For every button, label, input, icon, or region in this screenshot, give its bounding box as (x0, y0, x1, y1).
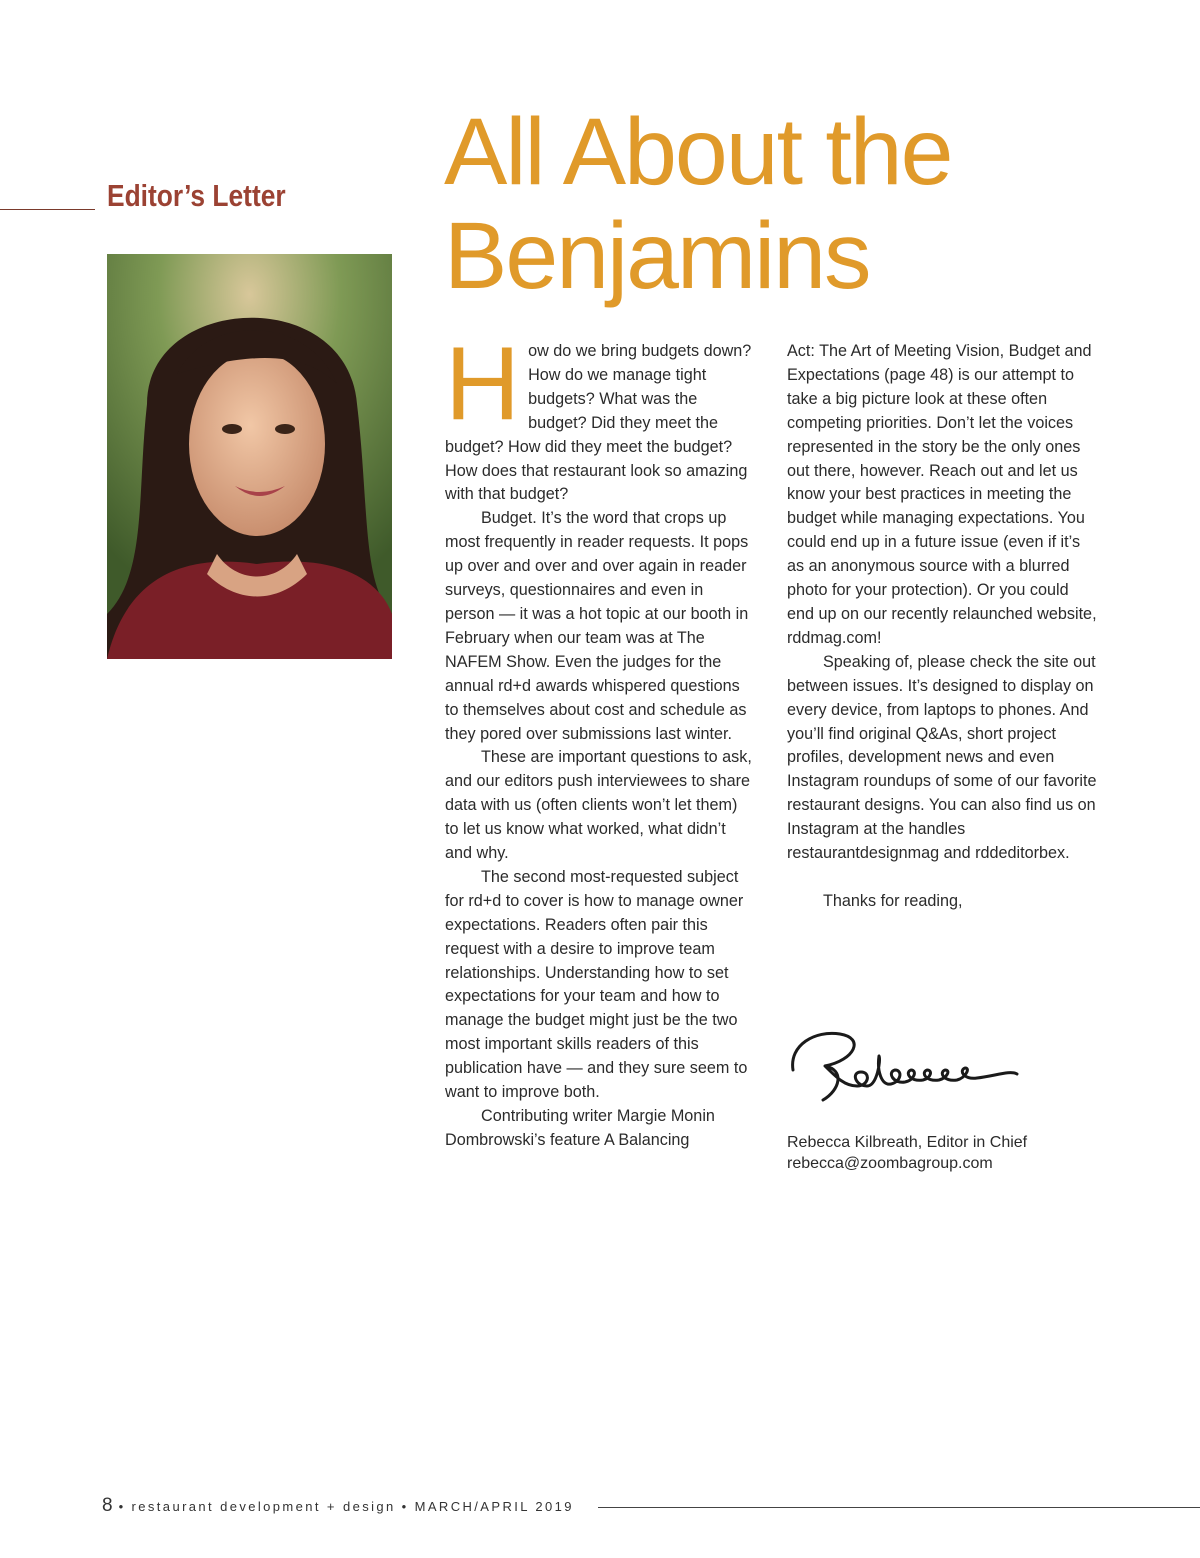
article-column-1 (445, 326, 755, 1153)
paragraph-text: ow do we bring budgets down? How do we manage tight budgets? What was the budget? Did they meet the budget? How did they meet the budget? How does that restaurant look so amazing with that budget? (445, 342, 752, 504)
section-rule (0, 209, 95, 210)
paragraph: The second most-requested subject for rd+d to cover is how to manage owner expectations. Readers often pair this request with a desire to improve team relationships. Understanding how to set expectations for your team and how to manage the budget might just be the two most important skills readers of this publication have — and they sure seem to want to improve both. (445, 867, 748, 1102)
article-column-2 (787, 340, 1097, 914)
signature-image (785, 1020, 1025, 1115)
editor-email[interactable]: rebecca@zoombagroup.com (787, 1155, 993, 1172)
headline-line-1: All About the (444, 99, 952, 205)
editor-name: Rebecca Kilbreath, Editor in Chief (787, 1134, 1028, 1151)
closing-line: Thanks for reading, (823, 891, 963, 910)
paragraph: Budget. It’s the word that crops up most frequently in reader requests. It pops up over and over and over again in reader surveys, questionnaires and even in person — it was a hot topic at our booth in February when our team was at The NAFEM Show. Even the judges for the annual rd+d awards whispered questions to themselves about cost and schedule as they pored over submissions last winter. (445, 509, 749, 743)
publication-line: • restaurant development + design • MARCH/APRIL 2019 (118, 1499, 574, 1514)
paragraph: Speaking of, please check the site out between issues. It’s designed to display on every device, from laptops to phones. And you’ll find original Q&As, short project profiles, development news and even Instagram roundups of some of our favorite restaurant designs. You can also find us on Instagram at the handles restaurantdesignmag and rddeditorbex. (787, 652, 1097, 863)
drop-cap: H (445, 326, 521, 442)
headline-line-2: Benjamins (444, 203, 870, 309)
paragraph: Act: The Art of Meeting Vision, Budget and Expectations (page 48) is our attempt to take a big picture look at these often competing priorities. Don’t let the voices represented in the story be the only ones out there, however. Reach out and let us know your best practices in meeting the budget while managing expectations. You could end up in a future issue (even if it’s as an anonymous source with a blurred photo for your protection). Or you could end up on our recently relaunched website, rddmag.com! (787, 342, 1097, 647)
editor-portrait (107, 254, 392, 659)
section-label: Editor’s Letter (107, 178, 286, 213)
paragraph: These are important questions to ask, and our editors push interviewees to share data with us (often clients won’t let them) to let us know what worked, what didn’t and why. (445, 748, 752, 863)
spacer (787, 866, 1097, 890)
paragraph (445, 326, 755, 507)
paragraph: Contributing writer Margie Monin Dombrowski’s feature A Balancing (445, 1107, 715, 1149)
page-number: 8 (102, 1495, 113, 1516)
article-headline (444, 100, 1044, 308)
page-footer (102, 1495, 574, 1517)
footer-rule (598, 1507, 1200, 1508)
